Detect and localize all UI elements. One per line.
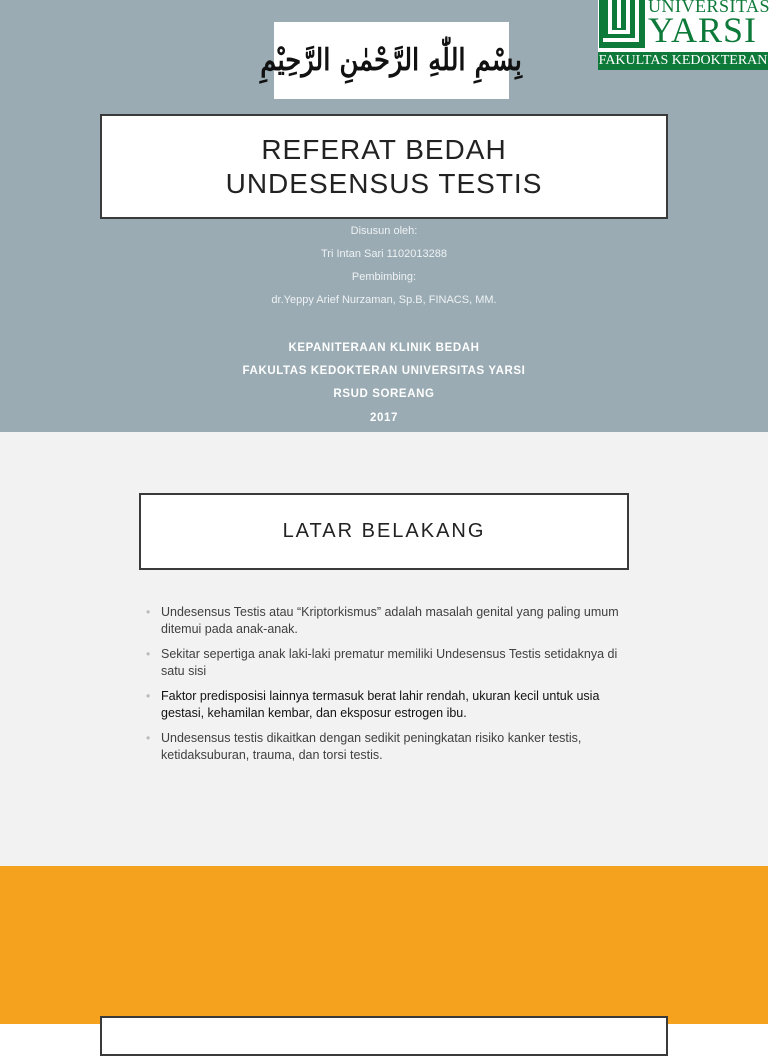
yarsi-logo xyxy=(598,0,768,70)
institution-line-3: RSUD SOREANG xyxy=(333,388,435,400)
logo-university-text: UNIVERSITAS xyxy=(648,0,770,16)
logo-faculty-text: FAKULTAS KEDOKTERAN xyxy=(598,53,768,68)
list-item: • Undesensus Testis atau “Kriptorkismus” adalah masalah genital yang paling umum ditemui pada anak-anak. xyxy=(146,605,619,636)
bullet-list xyxy=(146,604,626,772)
list-item: • Sekitar sepertiga anak laki-laki prematur memiliki Undesensus Testis setidaknya di satu sisi xyxy=(146,647,618,678)
title-slide xyxy=(0,0,768,432)
title-line-2: UNDESENSUS TESTIS xyxy=(225,167,543,199)
prepared-by-label: Disusun oleh: xyxy=(350,225,418,237)
next-slide xyxy=(0,866,768,1024)
author-name: Tri Intan Sari 1102013288 xyxy=(321,248,447,260)
list-item: • Faktor predisposisi lainnya termasuk berat lahir rendah, ukuran kecil untuk usia gestasi, kehamilan kembar, dan eksposur estrogen ibu. xyxy=(146,689,600,720)
bullet-icon: • xyxy=(146,647,151,661)
slide-heading: LATAR BELAKANG xyxy=(282,520,486,542)
bismillah-calligraphy xyxy=(260,22,523,99)
supervisor-name: dr.Yeppy Arief Nurzaman, Sp.B, FINACS, MM. xyxy=(271,294,497,306)
yarsi-emblem-icon xyxy=(599,0,645,48)
institution-line-2: FAKULTAS KEDOKTERAN UNIVERSITAS YARSI xyxy=(242,365,526,377)
year: 2017 xyxy=(370,412,398,424)
bullet-icon: • xyxy=(146,605,151,619)
heading-box xyxy=(139,493,629,570)
bullet-icon: • xyxy=(146,689,151,703)
title-line-1: REFERAT BEDAH xyxy=(261,133,507,165)
title-box xyxy=(100,114,668,219)
next-slide-title-box xyxy=(100,1016,668,1056)
supervisor-label: Pembimbing: xyxy=(351,271,417,283)
bullet-icon: • xyxy=(146,731,151,745)
institution-line-1: KEPANITERAAN KLINIK BEDAH xyxy=(288,342,480,354)
bismillah-text: بِسْمِ اللّٰهِ الرَّحْمٰنِ الرَّحِيْمِ xyxy=(260,43,523,78)
logo-name-text: YARSI xyxy=(648,10,758,50)
background-slide xyxy=(0,432,768,866)
list-item: • Undesensus testis dikaitkan dengan sedikit peningkatan risiko kanker testis, ketidaksuburan, trauma, dan torsi testis. xyxy=(146,731,582,762)
